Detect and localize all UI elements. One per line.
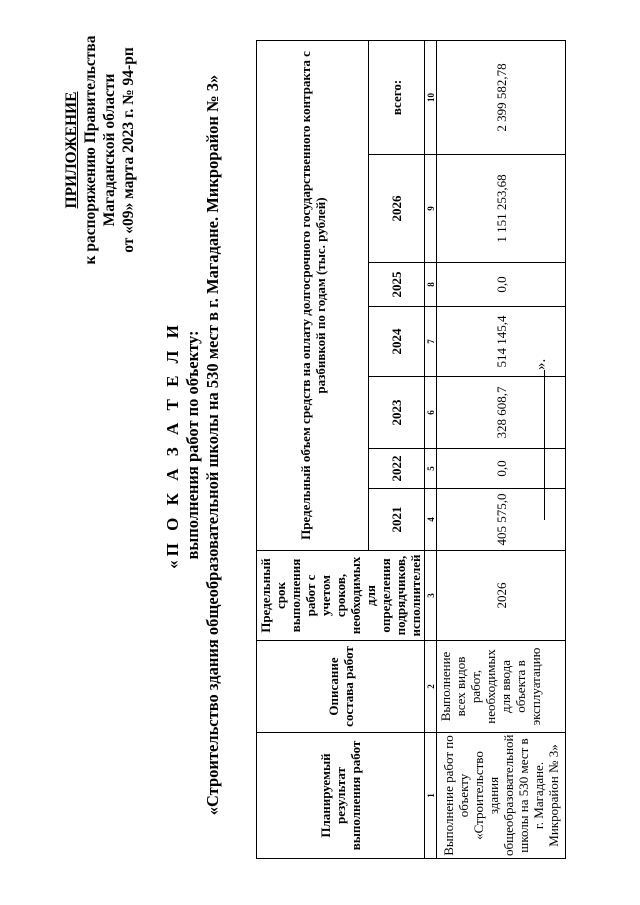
cell-value-2024: 514 145,4 — [437, 307, 566, 377]
cell-value-2023: 328 608,7 — [437, 377, 566, 449]
heading-title: «П О К А З А Т Е Л И — [163, 321, 182, 569]
cell-value-2025: 0,0 — [437, 263, 566, 307]
column-number: 2 — [425, 641, 437, 733]
closing-quote: ». — [533, 358, 549, 370]
header-year: 2024 — [369, 307, 425, 377]
heading-subtitle: выполнения работ по объекту: — [183, 330, 202, 560]
header-result: Планируемый результат выполнения работ — [257, 733, 425, 859]
table-header-row — [257, 40, 369, 858]
header-year: 2025 — [369, 263, 425, 307]
appendix-line-1: к распоряжению Правительства — [82, 35, 99, 265]
column-number: 10 — [425, 40, 437, 154]
header-year: 2021 — [369, 489, 425, 551]
column-number: 6 — [425, 377, 437, 449]
cell-deadline: 2026 — [437, 551, 566, 641]
header-year: 2026 — [369, 155, 425, 263]
cell-value-2022: 0,0 — [437, 449, 566, 489]
header-funding: Предельный объем средств на оплату долгосрочного государственного контракта с разбивкой по годам (тыс. рублей) — [257, 40, 369, 550]
cell-value-total: 2 399 582,78 — [437, 40, 566, 154]
closing-line — [530, 359, 550, 520]
heading-object: «Строительство здания общеобразовательной школы на 530 мест в г. Магадане. Микрорайон № 3» — [203, 74, 222, 816]
appendix-title: ПРИЛОЖЕНИЕ — [63, 91, 80, 209]
column-number: 4 — [425, 489, 437, 551]
header-deadline: Предельный срок выполнения работ с учетом сроков, необходимых для определения подрядчиков, исполнителей — [257, 551, 425, 641]
document-heading — [163, 15, 223, 875]
header-total: всего: — [369, 40, 425, 154]
appendix-line-2: Магаданской области — [101, 73, 118, 227]
appendix-line-3: от «09» марта 2023 г. № 94-рп — [120, 47, 137, 253]
column-number: 7 — [425, 307, 437, 377]
cell-value-2026: 1 151 253,68 — [437, 155, 566, 263]
column-number: 1 — [425, 733, 437, 859]
column-number: 5 — [425, 449, 437, 489]
column-number: 8 — [425, 263, 437, 307]
signature-underline — [530, 370, 545, 520]
column-number-row — [425, 40, 437, 858]
appendix-block — [62, 15, 138, 285]
cell-result: Выполнение работ по объекту «Строительство здания общеобразовательной школы на 530 мест в г. Магадане. Микрорайон № 3» — [437, 733, 566, 859]
indicators-table — [256, 40, 566, 859]
cell-description: Выполнение всех видов работ, необходимых для ввода объекта в эксплуатацию — [437, 641, 566, 733]
header-year: 2022 — [369, 449, 425, 489]
column-number: 9 — [425, 155, 437, 263]
header-description: Описание состава работ — [257, 641, 425, 733]
header-year: 2023 — [369, 377, 425, 449]
cell-value-2021: 405 575,0 — [437, 489, 566, 551]
column-number: 3 — [425, 551, 437, 641]
